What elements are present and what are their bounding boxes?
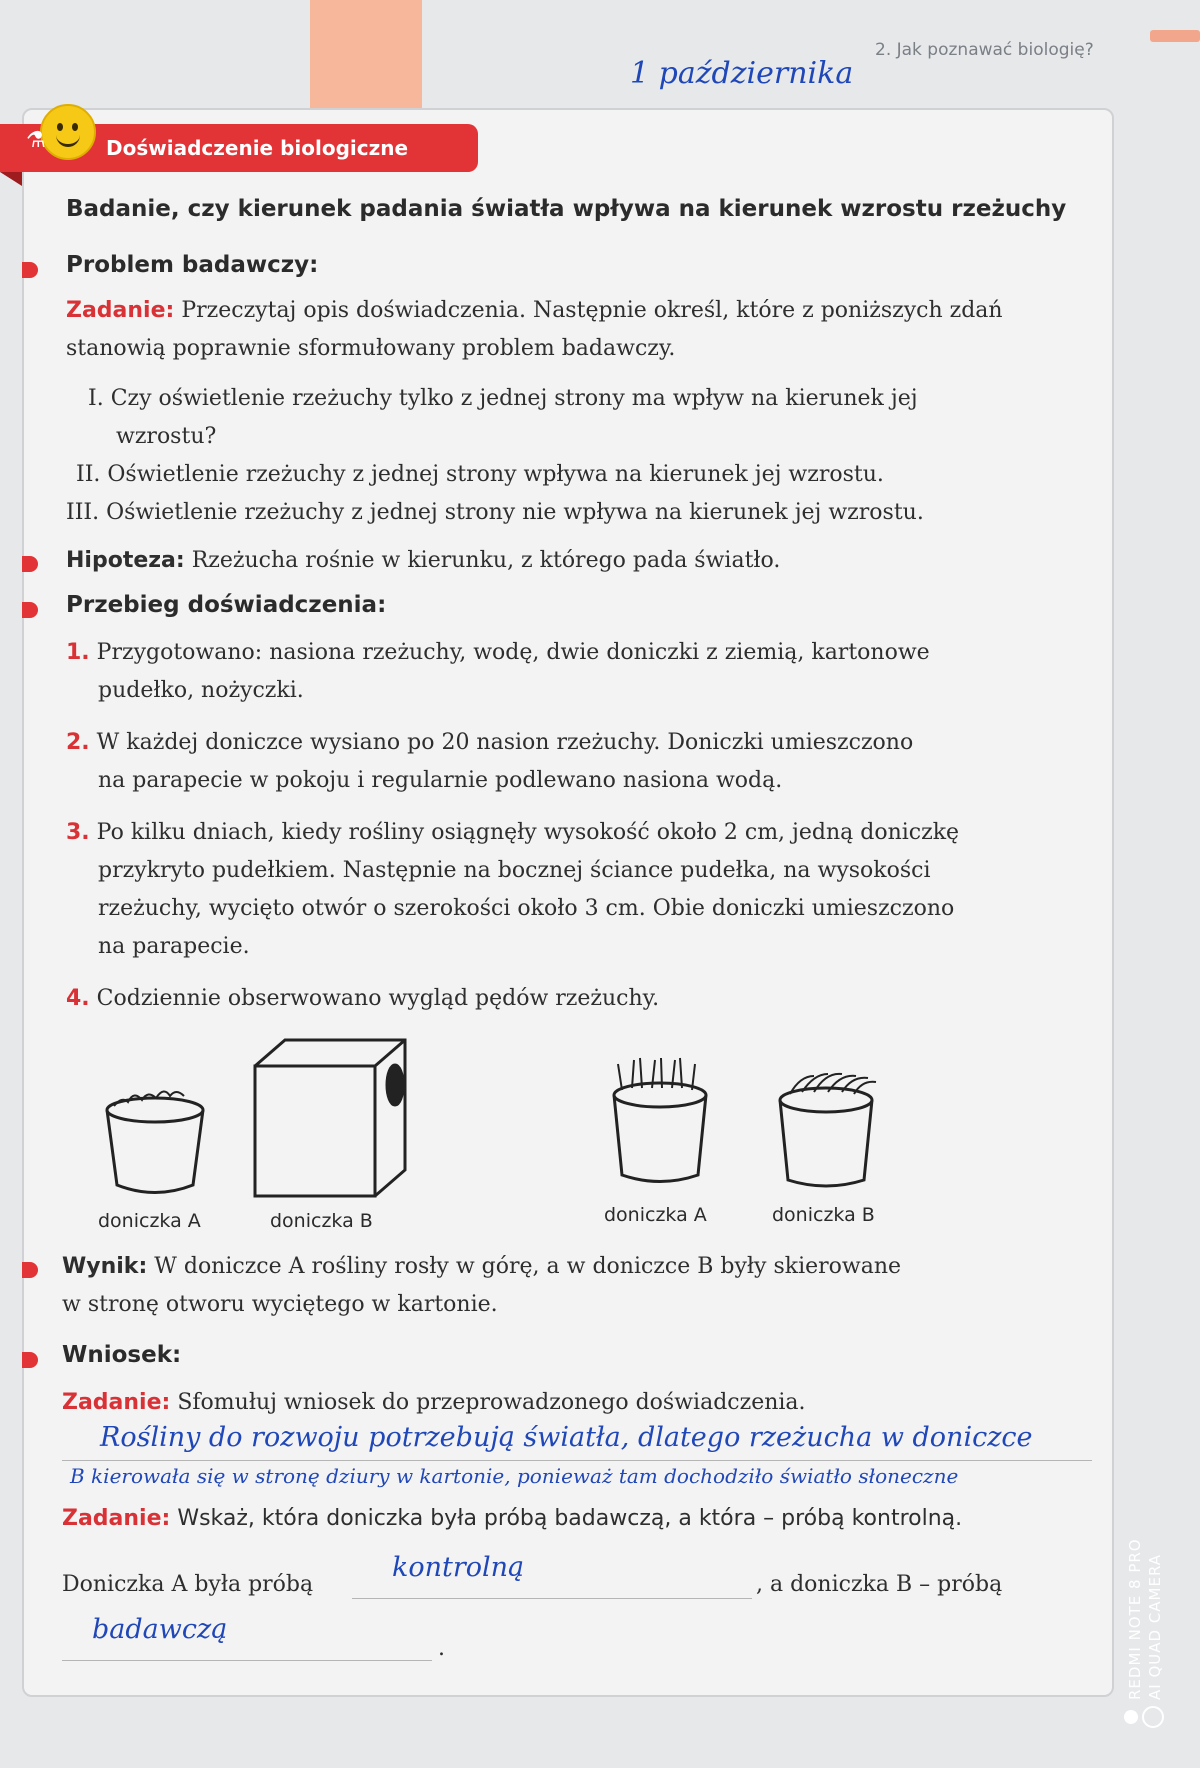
watermark-line1: REDMI NOTE 8 PRO: [1126, 1538, 1144, 1700]
conclusion-task: Zadanie: Sfomułuj wniosek do przeprowadzonego doświadczenia.: [62, 1390, 806, 1415]
bullet-icon: [22, 556, 38, 572]
flask-icon: ⚗: [26, 128, 46, 153]
camera-watermark: [1118, 1500, 1178, 1730]
answer-b: badawczą: [92, 1614, 228, 1645]
section-tag: Doświadczenie biologiczne: [0, 124, 478, 172]
conclusion-heading: Wniosek:: [62, 1342, 182, 1368]
experiment-figure: [90, 1030, 910, 1200]
procedure-steps: 1. Przygotowano: nasiona rzeżuchy, wodę, dwie doniczki z ziemią, kartonowe pudełko, nożyczki. 2. W każdej doniczce wysiano po 20 nasion rzeżuchy. Doniczki umieszczono na parapecie w pokoju i regularnie podlewano nasiona wodą. 3. Po kilku dniach, kiedy rośliny osiągnęły wysokość około 2 cm, jedną doniczkę przykryto pudełkiem. Następnie na bocznej ściance pudełka, na wysokości rzeżuchy, wycięto otwór o szerokości około 3 cm. Obie doniczki umieszczono na parapecie. 4. Codziennie obserwowano wygląd pędów rzeżuchy.: [66, 640, 960, 1011]
orange-tape: [310, 0, 422, 118]
conclusion-answer-line1: Rośliny do rozwoju potrzebują światła, dlatego rzeżucha w doniczce: [100, 1422, 1033, 1453]
conclusion-answer-line2: B kierowała się w stronę dziury w kartonie, ponieważ tam dochodziło światło słoneczne: [70, 1464, 959, 1488]
chapter-title: 2. Jak poznawać biologię?: [875, 40, 1094, 60]
answer-a: kontrolną: [392, 1552, 525, 1583]
pot-b-after: [780, 1074, 876, 1186]
bullet-icon: [22, 602, 38, 618]
task3-end: .: [438, 1636, 445, 1661]
answer-a-line: [352, 1598, 752, 1599]
pot-a-before: [107, 1091, 203, 1192]
bullet-icon: [22, 262, 38, 278]
problem-task: Zadanie: Przeczytaj opis doświadczenia. Następnie określ, które z poniższych zdań stanowią poprawnie sformułowany problem badawczy.: [66, 298, 1003, 361]
problem-heading: Problem badawczy:: [66, 252, 319, 278]
answer-line: [62, 1460, 1092, 1461]
box-b-before: [255, 1040, 405, 1196]
watermark-line2: AI QUAD CAMERA: [1146, 1553, 1164, 1700]
procedure-heading: Przebieg doświadczenia:: [66, 592, 387, 618]
experiment-title: Badanie, czy kierunek padania światła wpływa na kierunek wzrostu rzeżuchy: [66, 196, 1067, 222]
bullet-icon: [22, 1352, 38, 1368]
orange-tape-small: [1150, 30, 1200, 42]
task3-sentence-a: Doniczka A była próbą: [62, 1572, 314, 1597]
camera-ring-icon: [1142, 1706, 1164, 1728]
label-pot-a-before: doniczka A: [98, 1210, 201, 1232]
label-box-b-before: doniczka B: [270, 1210, 373, 1232]
answer-b-line: [62, 1660, 432, 1661]
problem-options: I. Czy oświetlenie rzeżuchy tylko z jednej strony ma wpływ na kierunek jej wzrostu? II. Oświetlenie rzeżuchy z jednej strony wpływa na kierunek jej wzrostu. III. Oświetlenie rzeżuchy z jednej strony nie wpływa na kierunek jej wzrostu.: [66, 386, 924, 525]
camera-dot-icon: [1124, 1710, 1138, 1724]
handwritten-date: 1 października: [630, 56, 854, 91]
tag-fold: [0, 172, 22, 186]
task3: Zadanie: Wskaż, która doniczka była próbą badawczą, a która – próbą kontrolną.: [62, 1506, 963, 1531]
smiley-icon: [40, 104, 96, 160]
result: Wynik: W doniczce A rośliny rosły w górę, a w doniczce B były skierowane w stronę otworu wyciętego w kartonie.: [62, 1254, 902, 1317]
label-pot-b-after: doniczka B: [772, 1204, 875, 1226]
pot-a-after: [614, 1058, 706, 1182]
label-pot-a-after: doniczka A: [604, 1204, 707, 1226]
task3-sentence-b: , a doniczka B – próbą: [756, 1572, 1003, 1597]
hypothesis: Hipoteza: Rzeżucha rośnie w kierunku, z którego pada światło.: [66, 548, 781, 573]
bullet-icon: [22, 1262, 38, 1278]
